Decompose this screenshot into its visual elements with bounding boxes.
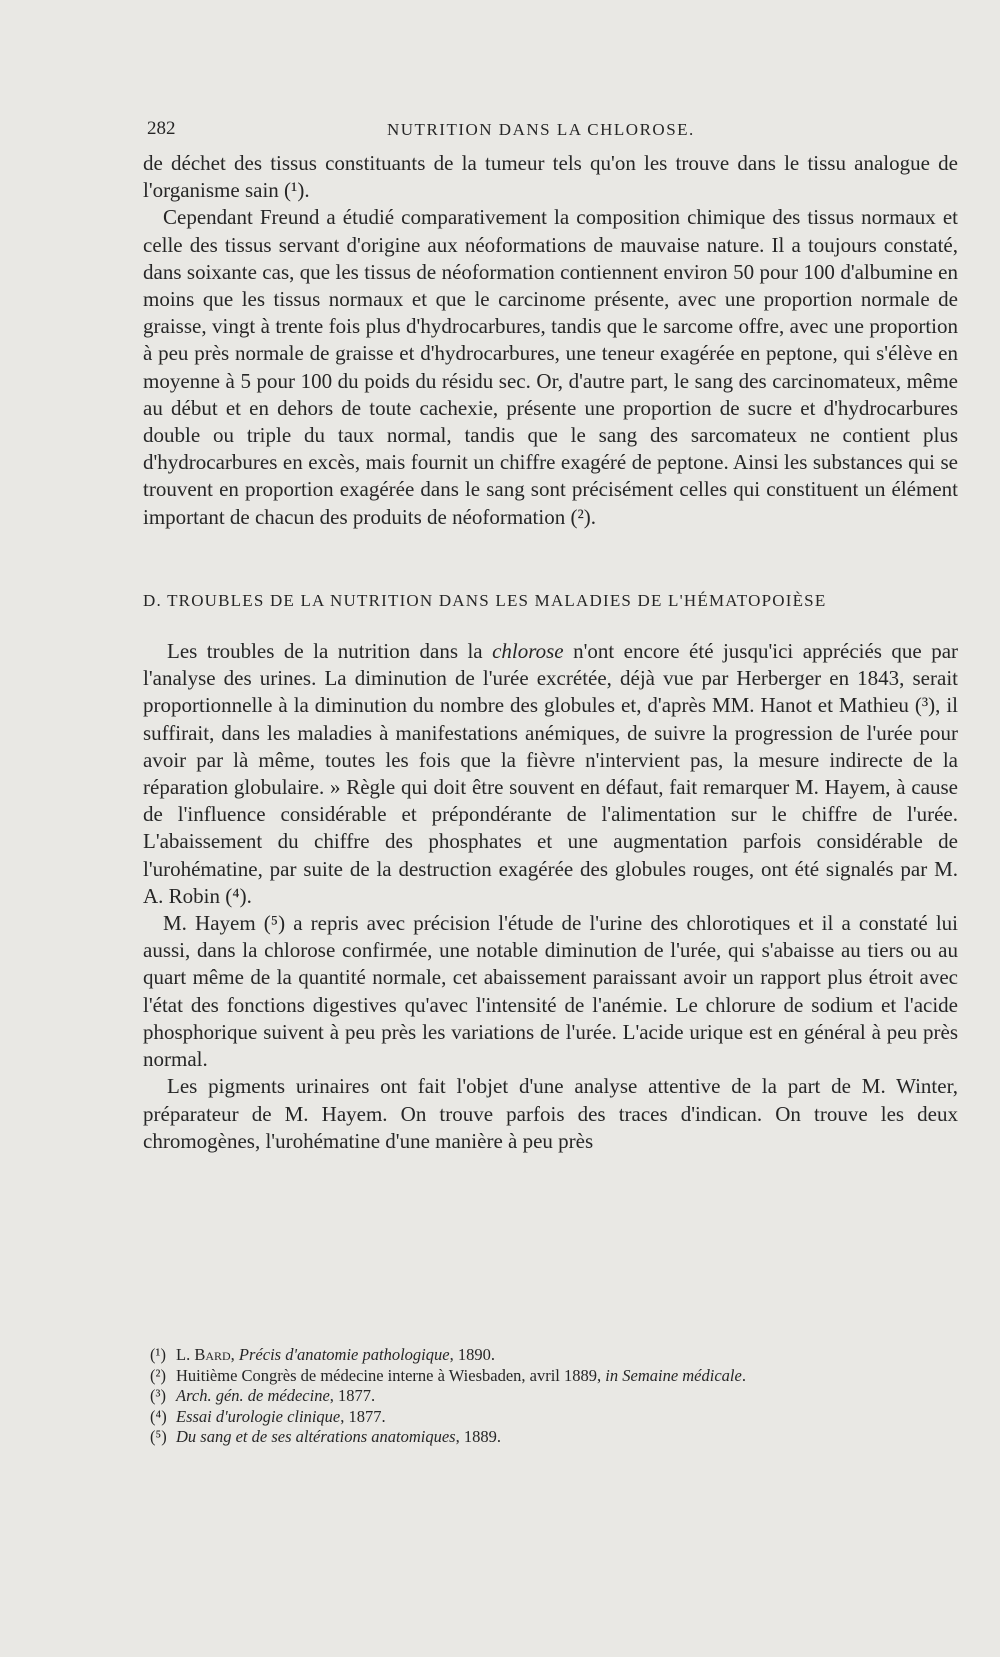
footnote-number: (⁵) xyxy=(150,1427,167,1446)
paragraph-4: M. Hayem (⁵) a repris avec précision l'étude de l'urine des chlorotiques et il a constaté lui aussi, dans la chlorose confirmée, une notable diminution de l'urée, qui s'abaisse au tiers ou au quart même de la quantité normale, cet abaissement paraissant avoir un rapport plus étroit avec l'état des fonctions digestives qu'avec l'intensité de l'anémie. Le chlorure de sodium et l'acide phosphorique suivent à peu près les variations de l'urée. L'acide urique est en général à peu près normal. xyxy=(143,911,958,1072)
paragraph-2: Cependant Freund a étudié comparativement la composition chimique des tissus normaux et celle des tissus servant d'origine aux néoformations de mauvaise nature. Il a toujours constaté, dans soixante cas, que les tissus de néoformation contiennent environ 50 pour 100 d'albumine en moins que les tissus normaux et que le carcinome présente, avec une proportion normale de graisse, vingt à trente fois plus d'hydrocarbures, tandis que le sarcome offre, avec une proportion à peu près normale de graisse et d'hydrocarbures, une teneur exagérée en peptone, qui s'élève en moyenne à 5 pour 100 du poids du résidu sec. Or, d'autre part, le sang des carcinomateux, même au début et en dehors de toute cachexie, présente une proportion de sucre et d'hydrocarbures double ou triple du taux normal, tandis que le sang des sarcomateux ne contient plus d'hydrocarbures en excès, mais fournit un chiffre exagéré de peptone. Ainsi les substances qui se trouvent en proportion exagérée dans le sang sont précisément celles qui constituent un élément important de chacun des produits de néoformation (²). xyxy=(143,205,958,529)
footnote-title: Arch. gén. de médecine xyxy=(176,1386,330,1405)
footnote-1 xyxy=(150,1345,960,1366)
section-heading: D. TROUBLES DE LA NUTRITION DANS LES MALADIES DE L'HÉMATOPOIÈSE xyxy=(143,590,827,610)
page-number: 282 xyxy=(147,118,176,139)
paragraph-3-end: n'ont encore été jusqu'ici appréciés que par l'analyse des urines. La diminution de l'urée excrétée, déjà vue par Herberger en 1843, serait proportionnelle à la diminution du nombre des globules et, d'après MM. Hanot et Mathieu (³), il suffirait, dans les maladies à manifestations anémiques, de suivre la progression de l'urée pour avoir par là même, toutes les fois que la fièvre n'intervient pas, la mesure indirecte de la réparation globulaire. » Règle qui doit être souvent en défaut, fait remarquer M. Hayem, à cause de l'influence considérable et prépondérante de l'alimentation sur le chiffre de l'urée. L'abaissement du chiffre des phosphates et une augmentation parfois considérable de l'urohématine, par suite de la destruction exagérée des globules rouges, ont été signalés par M. A. Robin (⁴). xyxy=(143,639,959,908)
footnote-rest: , 1877. xyxy=(340,1406,386,1426)
footnote-number: (³) xyxy=(150,1386,166,1405)
paragraph-1: de déchet des tissus constituants de la tumeur tels qu'on les trouve dans le tissu analogue de l'organisme sain (¹). xyxy=(143,151,958,203)
footnote-4 xyxy=(150,1407,960,1428)
footnote-rest: , 1890. xyxy=(449,1345,495,1364)
footnote-number: (¹) xyxy=(150,1345,166,1364)
footnote-rest: , 1889. xyxy=(455,1427,501,1446)
body-text xyxy=(143,150,958,1155)
footnote-number: (²) xyxy=(150,1365,166,1385)
paragraph-3 xyxy=(143,638,958,910)
footnote-title: Essai d'urologie clinique xyxy=(176,1406,341,1426)
footnote-number: (⁴) xyxy=(150,1406,167,1426)
footnote-title: Précis d'anatomie pathologique xyxy=(238,1345,450,1364)
footnote-title: in Semaine médicale xyxy=(605,1365,742,1385)
footnote-2 xyxy=(150,1366,960,1387)
page-header xyxy=(147,118,957,146)
footnote-text: Huitième Congrès de médecine interne à Wiesbaden, avril 1889, xyxy=(176,1365,606,1385)
paragraph-5: Les pigments urinaires ont fait l'objet d'une analyse attentive de la part de M. Winter, préparateur de M. Hayem. On trouve parfois des traces d'indican. On trouve les deux chromogènes, l'urohématine d'une manière à peu près xyxy=(143,1074,958,1153)
paragraph-3-italic: chlorose xyxy=(492,639,564,664)
running-title: NUTRITION DANS LA CHLOROSE. xyxy=(387,120,695,139)
paragraph-3-start: Les troubles de la nutrition dans la xyxy=(167,639,493,664)
footnote-5 xyxy=(150,1427,960,1448)
footnote-rest: . xyxy=(741,1365,746,1385)
footnote-title: Du sang et de ses altérations anatomiques xyxy=(176,1427,456,1446)
footnote-author: L. Bard, xyxy=(176,1345,235,1364)
footnote-rest: , 1877. xyxy=(329,1386,376,1405)
footnote-3 xyxy=(150,1386,960,1407)
footnotes xyxy=(150,1345,960,1448)
